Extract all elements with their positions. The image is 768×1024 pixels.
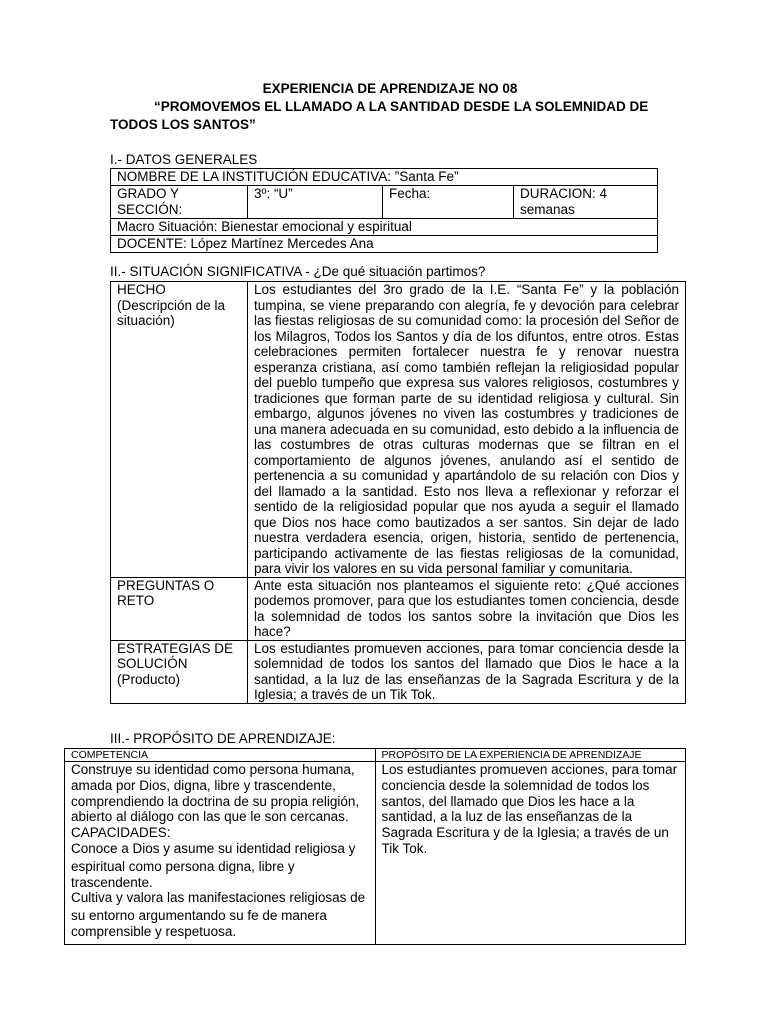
section2-heading: II.- SITUACIÓN SIGNIFICATIVA - ¿De qué situación partimos? (110, 264, 486, 279)
section3-heading: III.- PROPÓSITO DE APRENDIZAJE: (110, 731, 336, 746)
experience-subtitle: “PROMOVEMOS EL LLAMADO A LA SANTIDAD DESDE LA SOLEMNIDAD DE TODOS LOS SANTOS” (110, 99, 649, 132)
competencia-cell (65, 762, 376, 945)
document-title (110, 80, 670, 134)
capacidad-item: Cultiva y valora las manifestaciones religiosas de su entorno argumentando su fe de manera comprensible y respetuosa. (71, 890, 366, 939)
grade-value: 3º: “U” (248, 186, 383, 219)
capacidades-label: CAPACIDADES: (71, 825, 171, 841)
proposito-header: PROPÓSITO DE LA EXPERIENCIA DE APRENDIZAJE (375, 749, 686, 762)
date-label: Fecha: (383, 186, 514, 219)
reto-label: PREGUNTAS O RETO (111, 577, 248, 640)
estrategias-text: Los estudiantes promueven acciones, para tomar conciencia desde la solemnidad de todos los santos del llamado que Dios le hace a la santidad, a la luz de las enseñanzas de la Sagrada Escritura y de la Iglesia; a través de un Tik Tok. (248, 640, 686, 703)
learning-purpose-table (64, 748, 686, 945)
significant-situation-table (110, 281, 686, 704)
estrategias-label: ESTRATEGIAS DE SOLUCIÓN (Producto) (111, 640, 248, 703)
institution-name: NOMBRE DE LA INSTITUCIÓN EDUCATIVA: ”Santa Fe” (111, 169, 658, 186)
section1-heading: I.- DATOS GENERALES (110, 152, 258, 167)
proposito-text: Los estudiantes promueven acciones, para tomar conciencia desde la solemnidad de todos los santos, del llamado que Dios les hace a la santidad, a la luz de las enseñanzas de la Sagrada Escritura y de la Iglesia; a través de un Tik Tok. (375, 762, 686, 945)
competencia-text: Construye su identidad como persona humana, amada por Dios, digna, libre y trascendente, comprendiendo la doctrina de su propia religión, abierto al diálogo con las que le son cercanas. (71, 762, 360, 825)
table-row (111, 577, 686, 640)
table-row (111, 640, 686, 703)
macro-situation: Macro Situación: Bienestar emocional y espiritual (111, 219, 658, 236)
grade-label: GRADO Y SECCIÓN: (111, 186, 248, 219)
reto-text: Ante esta situación nos planteamos el siguiente reto: ¿Qué acciones podemos promover, para que los estudiantes tomen conciencia, desde la solemnidad de todos los santos sobre la invitación que Dios les hace? (248, 577, 686, 640)
hecho-label: HECHO (Descripción de la situación) (111, 282, 248, 578)
general-data-table (110, 168, 658, 253)
teacher-name: DOCENTE: López Martínez Mercedes Ana (111, 236, 658, 253)
hecho-text: Los estudiantes del 3ro grado de la I.E. “Santa Fe” y la población tumpina, se viene preparando con alegría, fe y devoción para celebrar las fiestas religiosas de su comunidad como: la procesión del Señor de los Milagros, Todos los Santos y día de los difuntos, entre otros. Estas celebraciones permiten fortalecer nuestra fe y renovar nuestra esperanza cristiana, así como también reflejan la religiosidad popular del pueblo tumpeño que expresa sus valores religiosos, costumbres y tradiciones que forman parte de su identidad religiosa y cultural. Sin embargo, algunos jóvenes no viven las costumbres y tradiciones de una manera adecuada en su comunidad, esto debido a la influencia de las costumbres de otras culturas modernas que se filtran en el comportamiento de algunos jóvenes, anulando así el sentido de pertenencia a su comunidad y apartándolo de su relación con Dios y del llamado a la santidad. Esto nos lleva a reflexionar y reforzar el sentido de la religiosidad popular que nos ayuda a seguir el llamado que Dios nos hace como bautizados a ser santos. Sin dejar de lado nuestra verdadera esencia, origen, historia, sentido de pertenencia, participando activamente de las fiestas religiosas de la comunidad, para vivir los valores en su vida personal familiar y comunitaria. (248, 282, 686, 578)
table-row (111, 282, 686, 578)
capacidad-item: Conoce a Dios y asume su identidad religiosa y espiritual como persona digna, libre y trascendente. (71, 840, 356, 890)
duration-value: DURACION: 4 semanas (514, 186, 658, 219)
competencia-header: COMPETENCIA (65, 749, 376, 762)
experience-title: EXPERIENCIA DE APRENDIZAJE NO 08 (262, 81, 518, 96)
